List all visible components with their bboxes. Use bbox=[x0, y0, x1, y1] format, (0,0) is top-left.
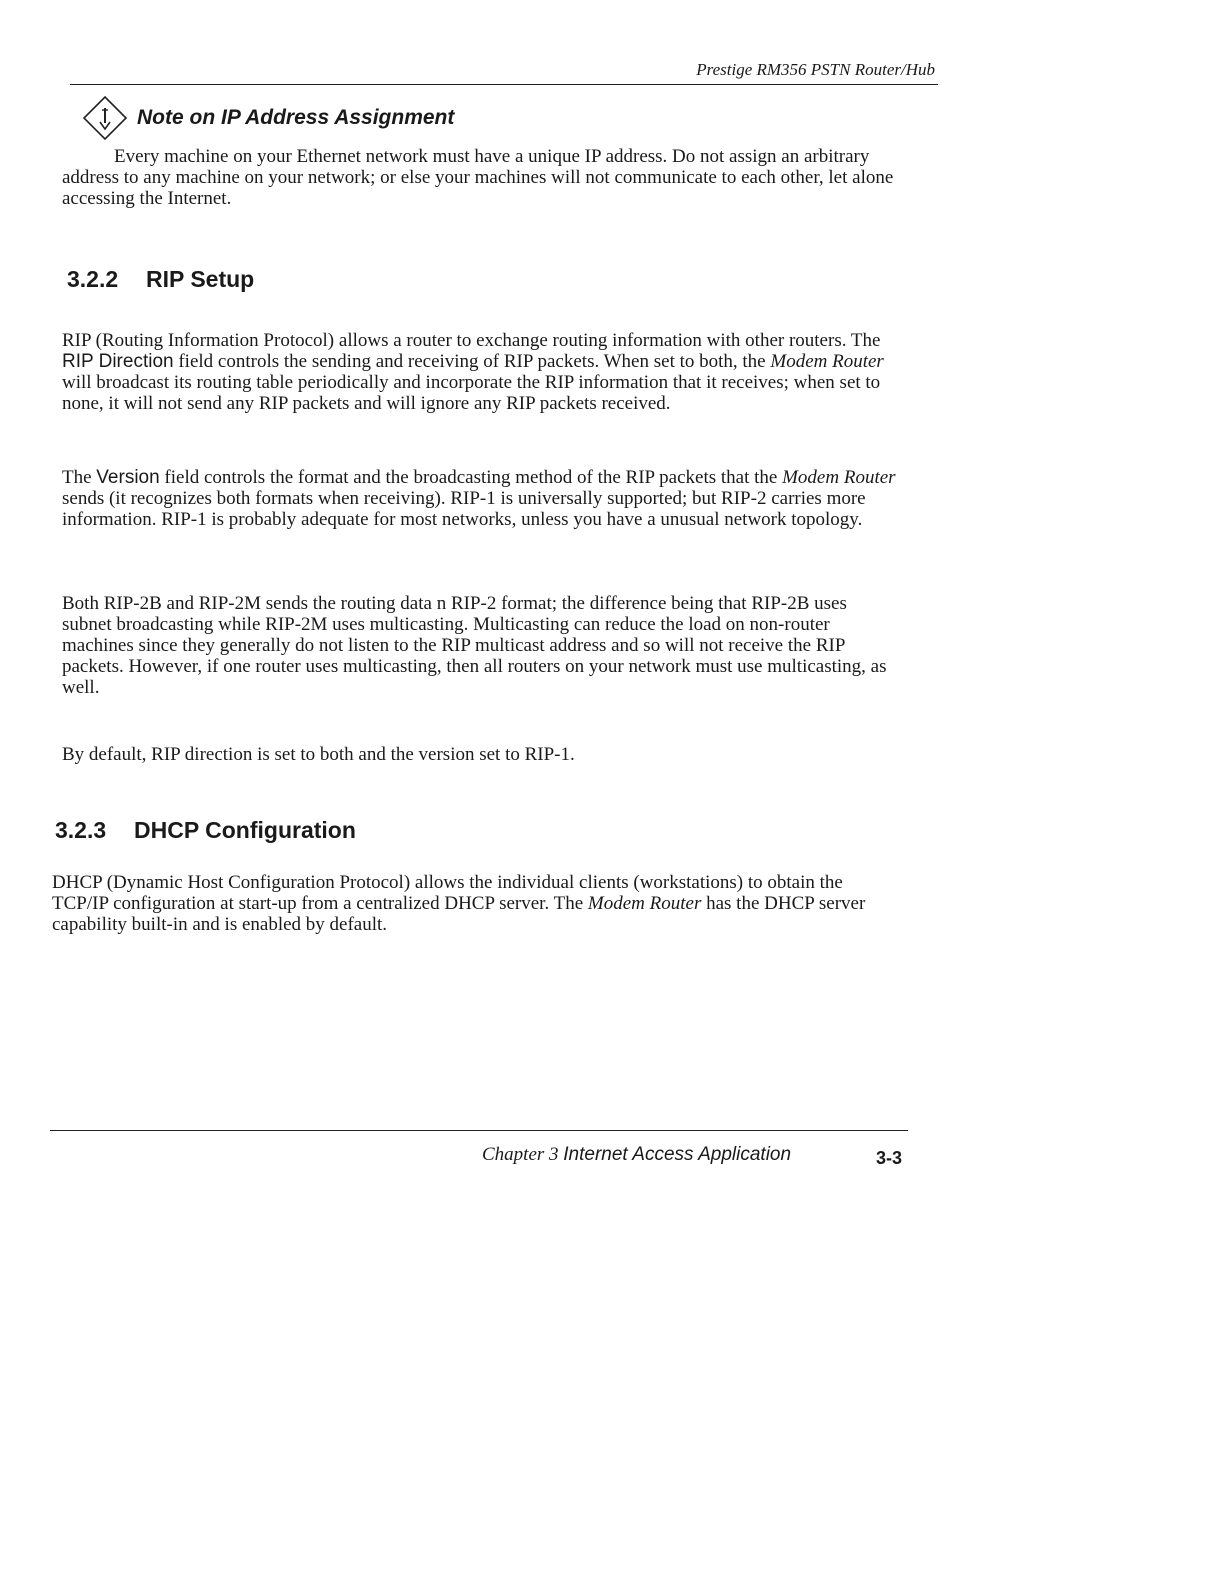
section-number: 3.2.2 bbox=[67, 266, 119, 292]
section-title: RIP Setup bbox=[146, 266, 255, 292]
running-header: Prestige RM356 PSTN Router/Hub bbox=[696, 60, 935, 79]
rip-paragraph-2: The Version field controls the format and the broadcasting method of the RIP packets that the Modem Router sends (it recognizes both formats when receiving). RIP-1 is universally supported; but RIP-2 carries more information. RIP-1 is probably adequate for most networks, unless you have a unusual network topology. bbox=[62, 467, 896, 530]
note-title: Note on IP Address Assignment bbox=[137, 106, 455, 129]
modem-router-term: Modem Router bbox=[587, 893, 702, 914]
modem-router-term: Modem Router bbox=[782, 467, 896, 488]
version-term: Version bbox=[96, 467, 160, 488]
header-rule bbox=[70, 84, 938, 85]
rip-paragraph-1: RIP (Routing Information Protocol) allows a router to exchange routing information with other routers. The RIP Direction field controls the sending and receiving of RIP packets. When set to both, the Modem Router will broadcast its routing table periodically and incorporate the RIP information that it receives; when set to none, it will not send any RIP packets and will ignore any RIP packets received. bbox=[62, 330, 884, 414]
rip-paragraph-4: By default, RIP direction is set to both and the version set to RIP-1. bbox=[62, 744, 575, 765]
section-number: 3.2.3 bbox=[55, 817, 107, 843]
section-heading-dhcp-configuration bbox=[55, 817, 356, 844]
modem-router-term: Modem Router bbox=[770, 351, 884, 372]
rip-paragraph-3: Both RIP-2B and RIP-2M sends the routing data n RIP-2 format; the difference being that RIP-2B uses subnet broadcasting while RIP-2M uses multicasting. Multicasting can reduce the load on non-router machines since they generally do not listen to the RIP multicast address and so will not receive the RIP packets. However, if one router uses multicasting, then all routers on your network must use multicasting, as well. bbox=[62, 593, 887, 698]
caution-diamond-icon bbox=[82, 95, 128, 141]
chapter-label: Chapter 3 bbox=[482, 1144, 559, 1165]
chapter-title: Internet Access Application bbox=[563, 1144, 792, 1165]
page-number: 3-3 bbox=[876, 1148, 903, 1168]
section-title: DHCP Configuration bbox=[134, 817, 356, 843]
note-body: Every machine on your Ethernet network must have a unique IP address. Do not assign an arbitrary address to any machine on your network; or else your machines will not communicate to each other, let alone accessing the Internet. bbox=[62, 146, 894, 209]
footer-chapter bbox=[482, 1144, 791, 1166]
dhcp-paragraph-1: DHCP (Dynamic Host Configuration Protocol) allows the individual clients (workstations) to obtain the TCP/IP configuration at start-up from a centralized DHCP server. The Modem Router has the DHCP server capability built-in and is enabled by default. bbox=[52, 872, 866, 935]
section-heading-rip-setup bbox=[67, 266, 254, 293]
rip-direction-term: RIP Direction bbox=[62, 351, 174, 372]
footer-rule bbox=[50, 1130, 908, 1131]
